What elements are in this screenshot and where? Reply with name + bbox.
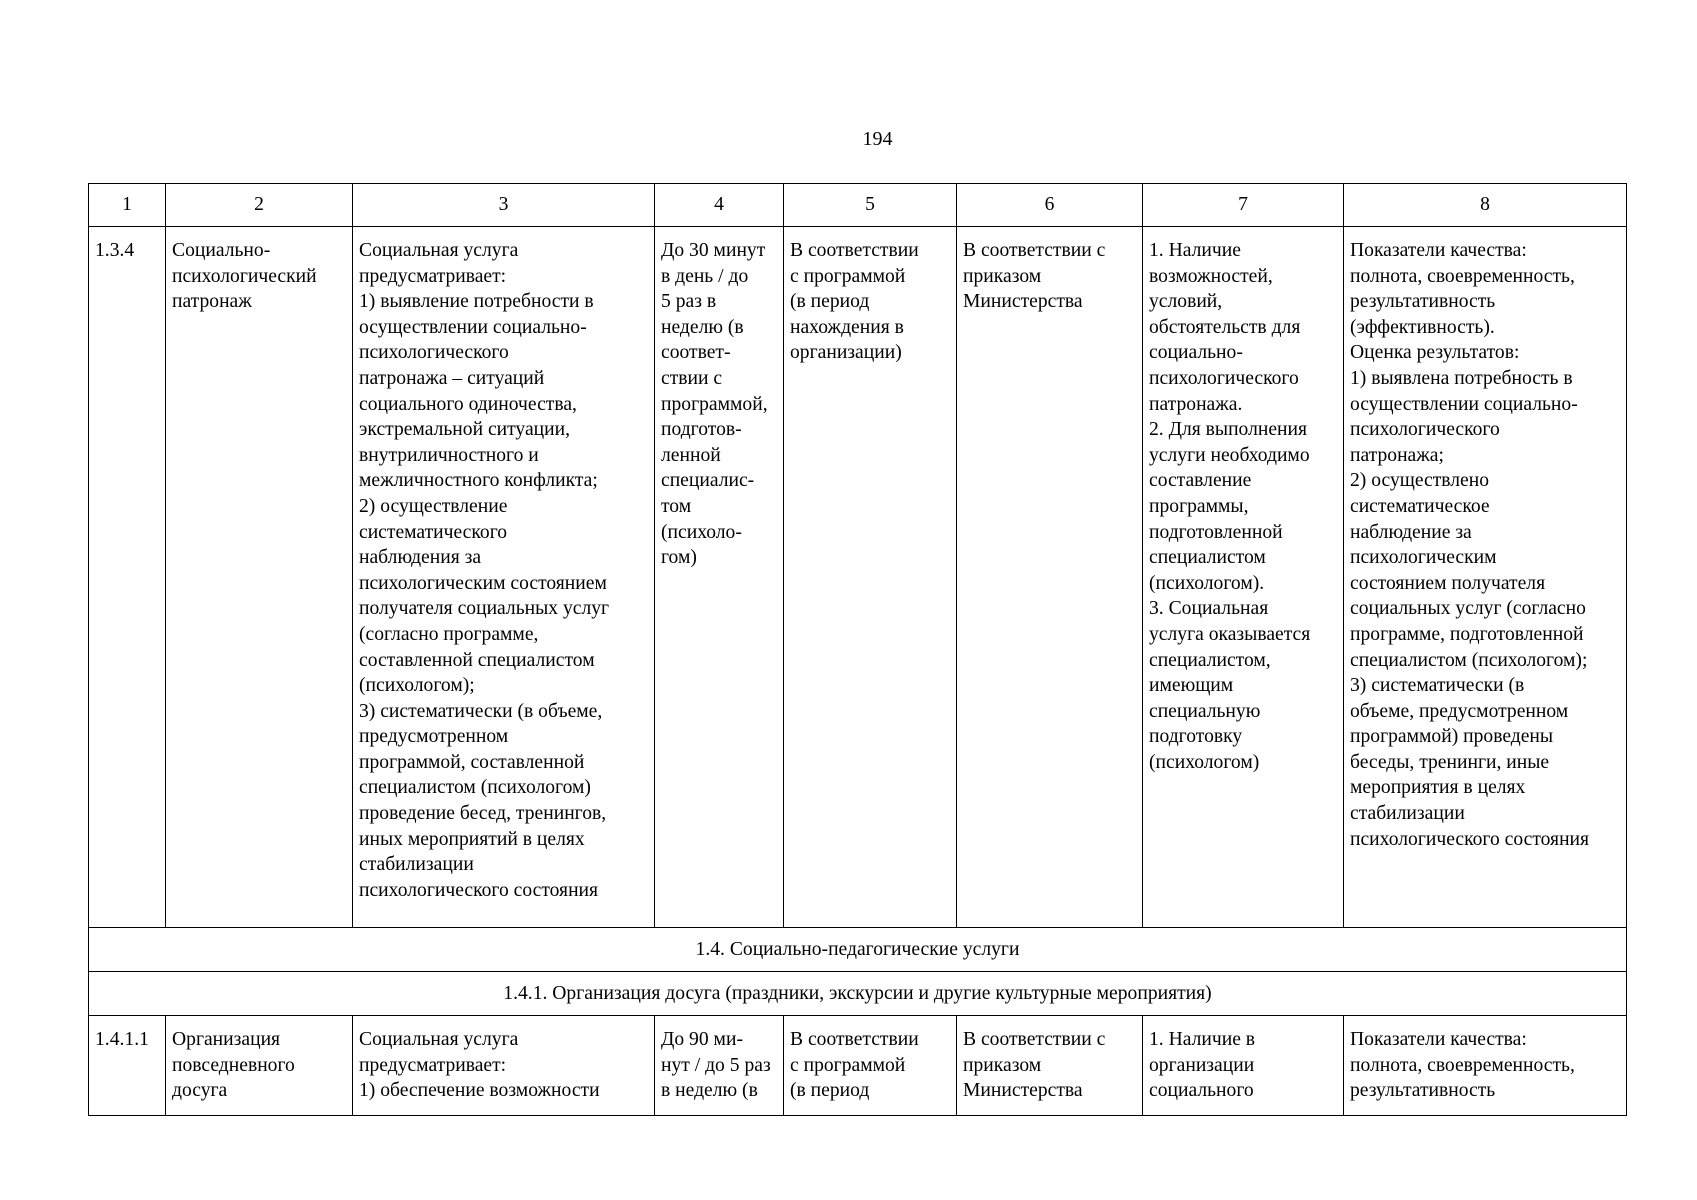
column-number: 4 xyxy=(655,184,784,227)
column-number: 3 xyxy=(353,184,655,227)
column-number-row xyxy=(89,184,1627,227)
service-conditions: 1. Наличие возможностей, условий, обстоятельств для социально- психологического патронажа. 2. Для выполнения услуги необходимо составление программы, подготовленной специалистом (психологом). 3. Социальная услуга оказывается специалистом, имеющим специальную подготовку (психологом) xyxy=(1143,227,1344,928)
column-number: 5 xyxy=(784,184,957,227)
service-period: В соответствии с программой (в период xyxy=(784,1016,957,1116)
column-number: 8 xyxy=(1344,184,1627,227)
service-duration: До 30 минут в день / до 5 раз в неделю (в соответ- ствии с программой, подготов- ленной специалис- том (психоло- гом) xyxy=(655,227,784,928)
table-row xyxy=(89,227,1627,928)
service-name: Социально- психологический патронаж xyxy=(166,227,353,928)
service-quality: Показатели качества: полнота, своевременность, результативность (эффективность). Оценка результатов: 1) выявлена потребность в осуществлении социально- психологического патронажа; 2) осуществлено систематическое наблюдение за психологическим состоянием получателя социальных услуг (согласно программе, подготовленной специалистом (психологом); 3) систематически (в объеме, предусмотренном программой) проведены беседы, тренинги, иные мероприятия в целях стабилизации психологического состояния xyxy=(1344,227,1627,928)
column-number: 7 xyxy=(1143,184,1344,227)
service-tariff: В соответствии с приказом Министерства xyxy=(957,1016,1143,1116)
service-conditions: 1. Наличие в организации социального xyxy=(1143,1016,1344,1116)
section-heading-row xyxy=(89,928,1627,972)
service-description: Социальная услуга предусматривает: 1) выявление потребности в осуществлении социально- психологического патронажа – ситуаций социального одиночества, экстремальной ситуации, внутриличностного и межличностного конфликта; 2) осуществление систематического наблюдения за психологическим состоянием получателя социальных услуг (согласно программе, составленной специалистом (психологом); 3) систематически (в объеме, предусмотренном программой, составленной специалистом (психологом) проведение бесед, тренингов, иных мероприятий в целях стабилизации психологического состояния xyxy=(353,227,655,928)
service-description: Социальная услуга предусматривает: 1) обеспечение возможности xyxy=(353,1016,655,1116)
page-number: 194 xyxy=(862,128,893,150)
service-quality: Показатели качества: полнота, своевременность, результативность xyxy=(1344,1016,1627,1116)
service-name: Организация повседневного досуга xyxy=(166,1016,353,1116)
table-row xyxy=(89,1016,1627,1116)
service-tariff: В соответствии с приказом Министерства xyxy=(957,227,1143,928)
service-period: В соответствии с программой (в период нахождения в организации) xyxy=(784,227,957,928)
column-number: 2 xyxy=(166,184,353,227)
services-table xyxy=(88,183,1627,1116)
section-heading: 1.4. Социально-педагогические услуги xyxy=(89,928,1627,972)
column-number: 6 xyxy=(957,184,1143,227)
service-code: 1.3.4 xyxy=(89,227,166,928)
subsection-heading: 1.4.1. Организация досуга (праздники, экскурсии и другие культурные мероприятия) xyxy=(89,972,1627,1016)
subsection-heading-row xyxy=(89,972,1627,1016)
column-number: 1 xyxy=(89,184,166,227)
service-code: 1.4.1.1 xyxy=(89,1016,166,1116)
service-duration: До 90 ми- нут / до 5 раз в неделю (в xyxy=(655,1016,784,1116)
